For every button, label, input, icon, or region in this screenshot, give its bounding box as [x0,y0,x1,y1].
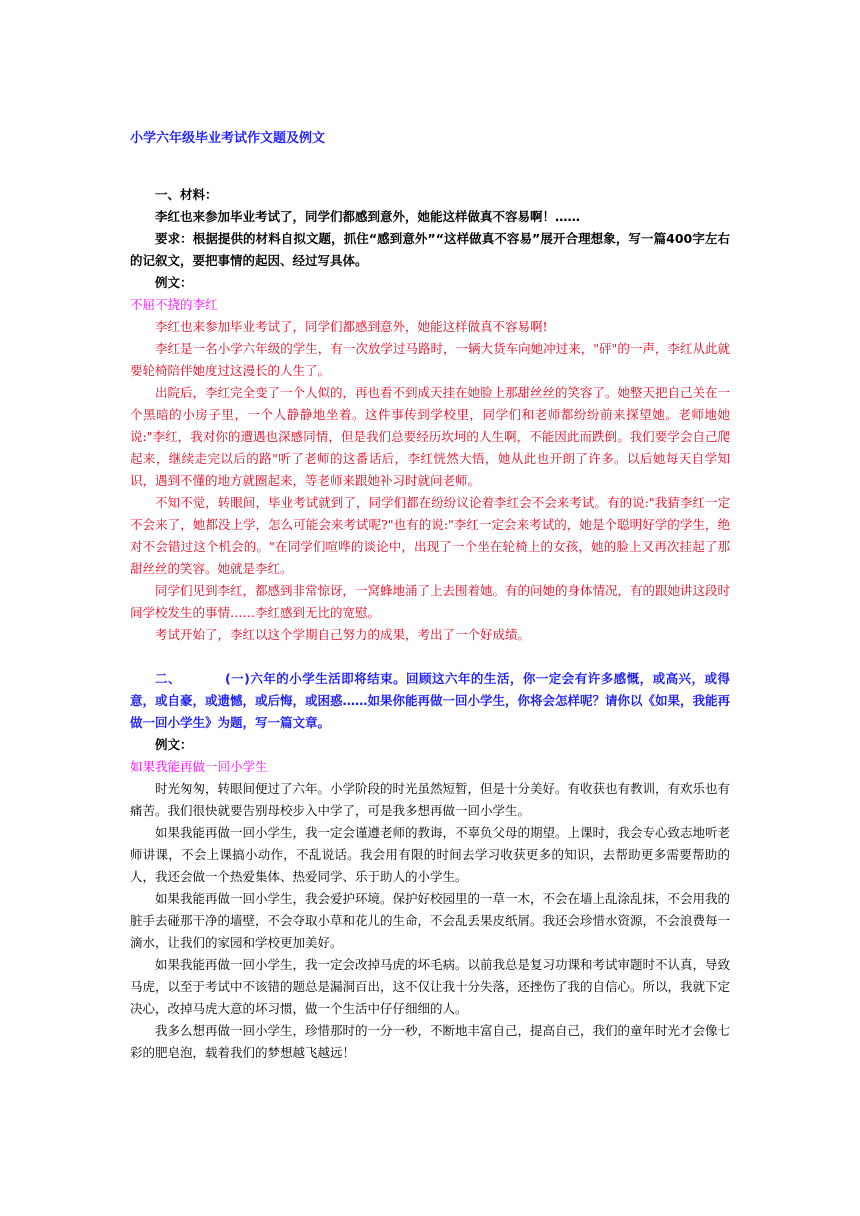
section-1-paragraph: 李红是一名小学六年级的学生，有一次放学过马路时，一辆大货车向她冲过来，"砰"的一声，李红从此就要轮椅陪伴她度过这漫长的人生了。 [130,341,730,378]
section-2-paragraph: 如果我能再做一回小学生，我一定会改掉马虎的坏毛病。以前我总是复习功课和考试审题时不认真，导致马虎，以至于考试中不该错的题总是漏洞百出，这不仅让我十分失落，还挫伤了我的自信心。所以，我就下定决心，改掉马虎大意的坏习惯，做一个生活中仔仔细细的人。 [130,957,731,1016]
section-2-paragraph: 时光匆匆，转眼间便过了六年。小学阶段的时光虽然短暂，但是十分美好。有收获也有教训，有欢乐也有痛苦。我们很快就要告别母校步入中学了，可是我多想再做一回小学生。 [130,781,731,818]
section-2-paragraph: 如果我能再做一回小学生，我一定会谨遵老师的教诲，不辜负父母的期望。上课时，我会专心致志地听老师讲课，不会上课搞小动作，不乱说话。我会用有限的时间去学习收获更多的知识，去帮助更多需要帮助的人，我还会做一个热爱集体、热爱同学、乐于助人的小学生。 [130,825,731,884]
section-1-paragraph: 不知不觉，转眼间，毕业考试就到了，同学们都在纷纷议论着李红会不会来考试。有的说:"我猜李红一定不会来了，她都没上学，怎么可能会来考试呢?"也有的说:"李红一定会来考试的，她是个聪明好学的学生，绝对不会错过这个机会的。"在同学们喧哗的谈论中，出现了一个坐在轮椅上的女孩，她的脸上又再次挂起了那甜丝丝的笑容。她就是李红。 [130,495,730,576]
section-1-material: 李红也来参加毕业考试了，同学们都感到意外，她能这样做真不容易啊！…… [155,209,581,224]
section-1-essay-title: 不屈不挠的李红 [130,297,218,312]
section-1-paragraph: 李红也来参加毕业考试了，同学们都感到意外，她能这样做真不容易啊! [155,319,548,334]
document-page [130,128,730,1064]
section-spacer [130,646,730,668]
section-2 [130,668,730,1064]
section-2-paragraph: 如果我能再做一回小学生，我会爱护环境。保护好校园里的一草一木，不会在墙上乱涂乱抹，不会用我的脏手去碰那干净的墙壁，不会夺取小草和花儿的生命，不会乱丢果皮纸屑。我还会珍惜水资源，不会浪费每一滴水，让我们的家园和学校更加美好。 [130,891,731,950]
section-1-paragraph: 考试开始了，李红以这个学期自己努力的成果，考出了一个好成绩。 [155,627,531,642]
section-2-prompt-text: (一)六年的小学生活即将结束。回顾这六年的生活，你一定会有许多感慨，或高兴，或得意，或自豪，或遗憾，或后悔，或困惑……如果你能再做一回小学生，你将会怎样呢？请你以《如果，我能再做一回小学生》为题，写一篇文章。 [130,671,731,730]
section-1-requirement: 要求：根据提供的材料自拟文题，抓住“感到意外”“这样做真不容易”展开合理想象，写一篇400字左右的记叙文，要把事情的起因、经过写具体。 [130,231,730,268]
section-2-number: 二、 [155,671,181,686]
section-2-paragraph: 我多么想再做一回小学生，珍惜那时的一分一秒，不断地丰富自己，提高自己，我们的童年时光才会像七彩的肥皂泡，载着我们的梦想越飞越远！ [130,1023,731,1060]
section-1-paragraph: 同学们见到李红，都感到非常惊讶，一窝蜂地涌了上去围着她。有的问她的身体情况，有的跟她讲这段时间学校发生的事情……李红感到无比的宽慰。 [130,583,731,620]
section-1-paragraph: 出院后，李红完全变了一个人似的，再也看不到成天挂在她脸上那甜丝丝的笑容了。她整天把自己关在一个黑暗的小房子里，一个人静静地坐着。这件事传到学校里，同学们和老师都纷纷前来探望她。老师地她说:"李红，我对你的遭遇也深感同情，但是我们总要经历坎坷的人生啊，不能因此而跌倒。我们要学会自己爬起来，继续走完以后的路"听了老师的这番话后，李红恍然大悟，她从此也开朗了许多。以后她每天自学知识，遇到不懂的地方就圈起来，等老师来跟她补习时就问老师。 [130,385,731,488]
section-1-heading: 一、材料： [155,187,218,202]
document-title: 小学六年级毕业考试作文题及例文 [130,131,326,146]
section-2-example-label: 例文： [155,737,193,752]
section-2-essay-title: 如果我能再做一回小学生 [130,759,268,774]
section-2-prompt [130,668,730,734]
section-1-example-label: 例文： [155,275,193,290]
section-1 [130,184,730,646]
